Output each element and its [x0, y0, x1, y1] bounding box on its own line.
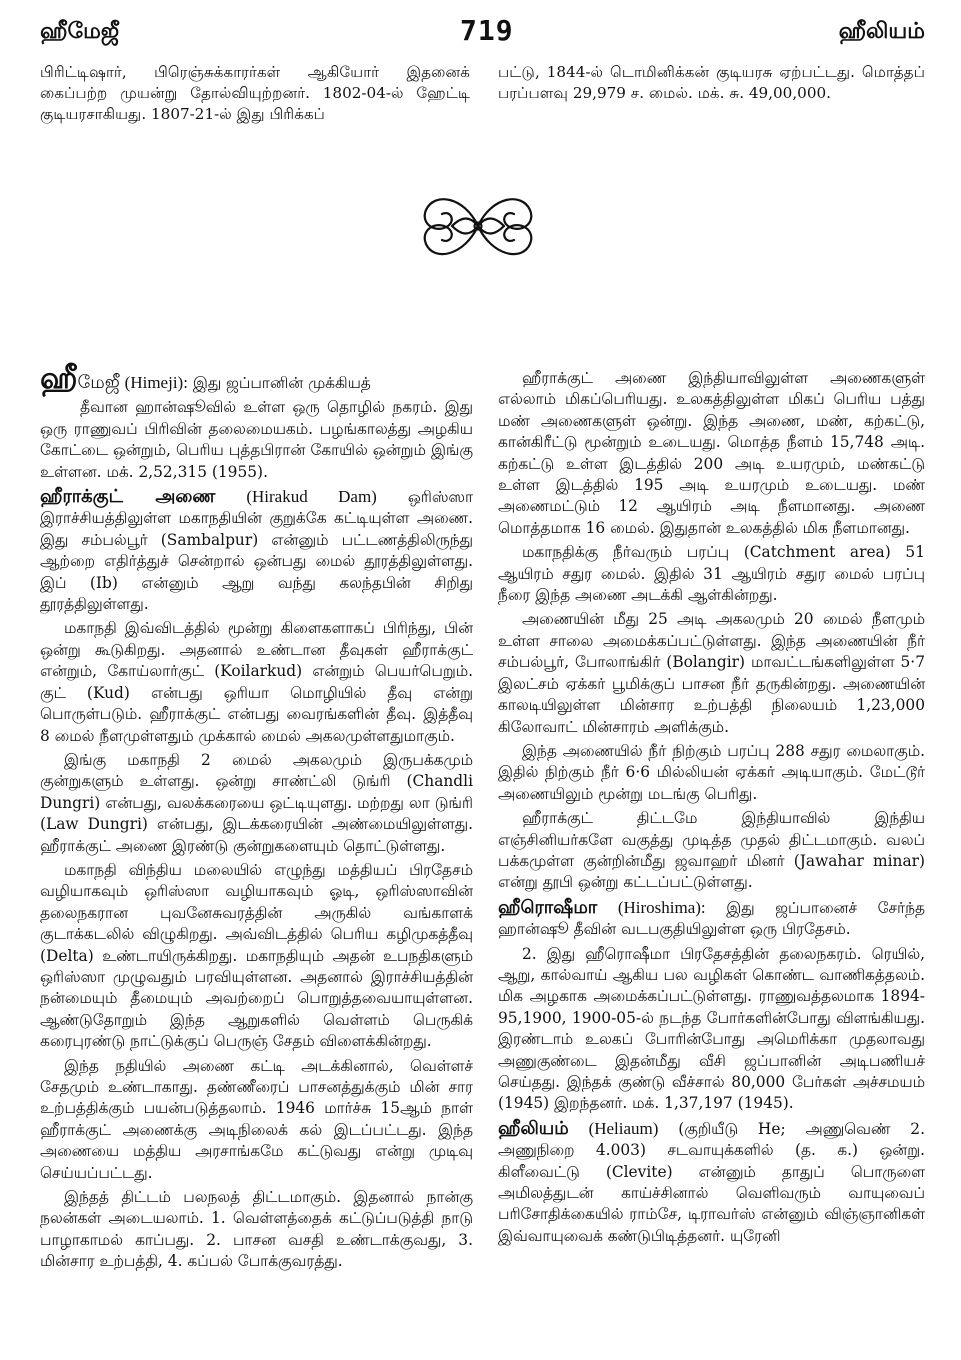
left-column	[40, 361, 473, 1276]
headword-himeji: மேஜீ	[77, 372, 120, 393]
himeji-body: தீவான ஹான்ஷூவில் உள்ள ஒரு தொழில் நகரம். இது ஒரு ராணுவப் பிரிவின் தலைமையகம். பழங்காலத்து அழகிய கோட்டை ஒன்றும், பெரிய புத்தபிரான் கோயில் ஒன்றும் இங்கு உள்ளன. மக். 2,52,315 (1955).	[40, 398, 473, 481]
headword-helium-english: (Heliaum)	[588, 1118, 659, 1138]
headword-himeji-english: (Himeji):	[124, 373, 188, 392]
himeji-first-line: இது ஜப்பானின் முக்கியத்	[192, 374, 371, 392]
entry-hiroshima	[498, 897, 925, 941]
hiroshima-p2: 2. இது ஹீரொஷீமா பிரதேசத்தின் தலைநகரம். ரெயில், ஆறு, கால்வாய் ஆகிய பல வழிகள் கொண்ட வாணிகத்தலம். மிக அழகாக அமைக்கப்பட்டுள்ளது. ராணுவத்தலமாக 1894-95,1900, 1900-05-ல் நடந்த போர்களின்போது விளங்கியது. இரண்டாம் உலகப் போரின்போது அமெரிக்கா முதலாவது அணுகுண்டை இதன்மீது வீசி ஜப்பானின் அடிபணியச் செய்தது. இந்தக் குண்டு வீச்சால் 80,000 பேர்கள் அச்சமயம் (1945) இறந்தனர். மக். 1,37,197 (1945).	[498, 944, 925, 1113]
continued-text-right: பட்டு, 1844-ல் டொமினிக்கன் குடியரசு ஏற்பட்டது. மொத்தப் பரப்பளவு 29,979 ச. மைல். மக். சு. 49,00,000.	[498, 63, 925, 102]
hirakud-r2: மகாநதிக்கு நீர்வரும் பரப்பு (Catchment area) 51 ஆயிரம் சதுர மைல். இதில் 31 ஆயிரம் சதுர மைல் பரப்பு நீரை இந்த அணை அடக்கி ஆள்கின்றது.	[498, 543, 925, 605]
running-head-right: ஹீலியம்	[838, 18, 925, 44]
hirakud-p6: இந்தத் திட்டம் பலநலத் திட்டமாகும். இதனால் நான்கு நலன்கள் அடையலாம். 1. வெள்ளத்தைக் கட்டுப்படுத்தி நாடு பாழாகாமல் காப்பது. 2. பாசன வசதி உண்டாக்குவது, 3. மின்சார உற்பத்தி, 4. கப்பல் போக்குவரத்து.	[40, 1188, 473, 1271]
headword-hirakud: ஹீராக்குட் அணை	[40, 486, 216, 508]
helium-p1: (குறியீடு He; அணுவெண் 2. அணுநிறை 4.003) சடவாயுக்களில் (த. க.) ஒன்று. கிளீவைட்டு (Clevite) என்னும் தாதுப் பொருளை அமிலத்துடன் காய்ச்சினால் வெளிவரும் வாயுவைப் பரிசோதிக்கையில் ராம்சே, டிராவர்ஸ் என்னும் விஞ்ஞானிகள் இவ்வாயுவைக் கண்டுபிடித்தனர். யுரேனி	[498, 1119, 925, 1245]
running-head-left: ஹீமேஜீ	[40, 18, 120, 44]
hirakud-r3: அணையின் மீது 25 அடி அகலமும் 20 மைல் நீளமும் உள்ள சாலை அமைக்கப்பட்டுள்ளது. இந்த அணையின் நீர் சம்பல்பூர், போலாங்கிர் (Bolangir) மாவட்டங்களிலுள்ள 5·7 இலட்சம் ஏக்கர் பூமிக்குப் பாசன நீர் தருகின்றது. அணையின் காலடியிலுள்ள மின்சார உற்பத்தி நிலையம் 1,23,000 கிலோவாட் மின்சாரம் அளிக்கும்.	[498, 610, 925, 736]
entry-helium	[498, 1118, 925, 1247]
right-column	[498, 368, 925, 1250]
page-number: 719	[460, 14, 514, 47]
hirakud-r4: இந்த அணையில் நீர் நிற்கும் பரப்பு 288 சதுர மைலாகும். இதில் நிற்கும் நீர் 6·6 மில்லியன் ஏக்கர் அடியாகும். மேட்டூர் அணையிலும் மூன்று மடங்கு பெரிது.	[498, 741, 925, 803]
headword-himeji-initial: ஹீ	[40, 361, 78, 396]
hirakud-p5: இந்த நதியில் அணை கட்டி அடக்கினால், வெள்ளச் சேதமும் உண்டாகாது. தண்ணீரைப் பாசனத்துக்கும் மின் சார உற்பத்திக்கும் பயன்படுத்தலாம். 1946 மார்ச்சு 15ஆம் நாள் ஹீராக்குட் அணைக்கு அடிநிலைக் கல் இடப்பட்டது. இந்த அணையை மத்திய அரசாங்கமே கட்டுவது என்று முடிவு செய்யப்பட்டது.	[40, 1056, 473, 1182]
headword-hiroshima: ஹீரொஷீமா	[498, 896, 598, 918]
headword-hiroshima-english: (Hiroshima):	[617, 897, 706, 917]
headword-helium: ஹீலியம்	[498, 1117, 569, 1139]
floral-ornament-icon	[412, 186, 544, 268]
hirakud-p3: இங்கு மகாநதி 2 மைல் அகலமும் இருபக்கமும் குன்றுகளும் உள்ளது. ஒன்று சாண்ட்லி டுங்ரி (Chandli Dungri) என்பது, வலக்கரையை ஒட்டியுளது. மற்றது லா டுங்ரி (Law Dungri) என்பது, இடக்கரையின் அண்மையிலுள்ளது. ஹீராக்குட் அணை இரண்டு குன்றுகளையும் தொட்டுள்ளது.	[40, 750, 473, 855]
page-header	[40, 14, 925, 52]
hirakud-p2: மகாநதி இவ்விடத்தில் மூன்று கிளைகளாகப் பிரிந்து, பின் ஒன்று கூடுகிறது. அதனால் உண்டான தீவுகள் ஹீராக்குட் என்றும், கோய்லார்குட் (Koilarkud) என்றும் பெயர்பெறும். குட் (Kud) என்பது ஒரியா மொழியில் தீவு என்று பொருள்படும். ஹீராக்குட் என்பது வைரங்களின் தீவு. இத்தீவு 8 மைல் நீளமுள்ளதும் முக்கால் மைல் அகலமுள்ளதுமாகும்.	[40, 619, 473, 745]
hiroshima-p1: இது ஜப்பானைச் சேர்ந்த ஹான்ஷூ தீவின் வடபகுதியிலுள்ள ஒரு பிரதேசம்.	[498, 898, 925, 939]
entry-hirakud	[40, 486, 473, 615]
hirakud-p4: மகாநதி விந்திய மலையில் எழுந்து மத்தியப் பிரதேசம் வழியாகவும் ஒரிஸ்ஸா வழியாகவும் ஓடி, ஒரிஸ்ஸாவின் தலைநகரான புவனேசுவரத்தின் அருகில் வங்காளக் குடாக்கடலில் விழுகிறது. அவ்விடத்தில் பெரிய கழிமுகத்தீவு (Delta) உண்டாயிருக்கிறது. மகாநதியும் அதன் உபநதிகளும் ஒரிஸ்ஸா முழுவதும் பரவியுள்ளன. அதனால் இராச்சியத்தின் நன்மையும் தீமையும் அவற்றைப் பொறுத்தவையாயுள்ளன. ஆண்டுதோறும் இந்த ஆறுகளில் வெள்ளம் பெருகிக் கரைபுரண்டு நாட்டுக்குப் பெருஞ் சேதம் விளைக்கின்றது.	[40, 860, 473, 1051]
headword-hirakud-english: (Hirakud Dam)	[246, 487, 377, 507]
hirakud-r1: ஹீராக்குட் அணை இந்தியாவிலுள்ள அணைகளுள் எல்லாம் மிகப்பெரியது. உலகத்திலுள்ள மிகப் பெரிய பத்து மண் அணைகளுள் ஒன்று. இந்த அணை, மண், கற்கட்டு, கான்கிரீட்டு மூன்றும் உடையது. மொத்த நீளம் 15,748 அடி. கற்கட்டு உள்ள இடத்தில் 200 அடி உயரமும், மண்கட்டு உள்ள இடத்தில் 195 அடி உயரமும் உடையது. மண் அணைமட்டும் 12 ஆயிரம் அடி நீளமானது. அணை மொத்தமாக 16 மைல். இதுதான் உலகத்தில் மிக நீளமானது.	[498, 369, 925, 537]
hirakud-p1: ஒரிஸ்ஸா இராச்சியத்திலுள்ள மகாநதியின் குறுக்கே கட்டியுள்ள அணை. இது சம்பல்பூர் (Sambalpur) என்னும் பட்டணத்திலிருந்து ஆற்றை எதிர்த்துச் சென்றால் ஒன்பது மைல் தூரத்திலுள்ளது. இப் (Ib) என்னும் ஆறு வந்து கலந்தபின் சிறிது தூரத்திலுள்ளது.	[40, 488, 473, 614]
entry-himeji	[40, 361, 473, 396]
continued-text-left: பிரிட்டிஷார், பிரெஞ்சுக்காரர்கள் ஆகியோர் இதனைக் கைப்பற்ற முயன்று தோல்வியுற்றனர். 1802-04-ல் ஹேட்டி குடியரசாகியது. 1807-21-ல் இது பிரிக்கப்	[40, 63, 470, 123]
hirakud-r5: ஹீராக்குட் திட்டமே இந்தியாவில் இந்திய எஞ்சினியர்களே வகுத்து முடித்த முதல் திட்டமாகும். வலப் பக்கமுள்ள குன்றின்மீது ஜவாஹர் மினர் (Jawahar minar) என்று தூபி ஒன்று கட்டப்பட்டுள்ளது.	[498, 809, 925, 892]
